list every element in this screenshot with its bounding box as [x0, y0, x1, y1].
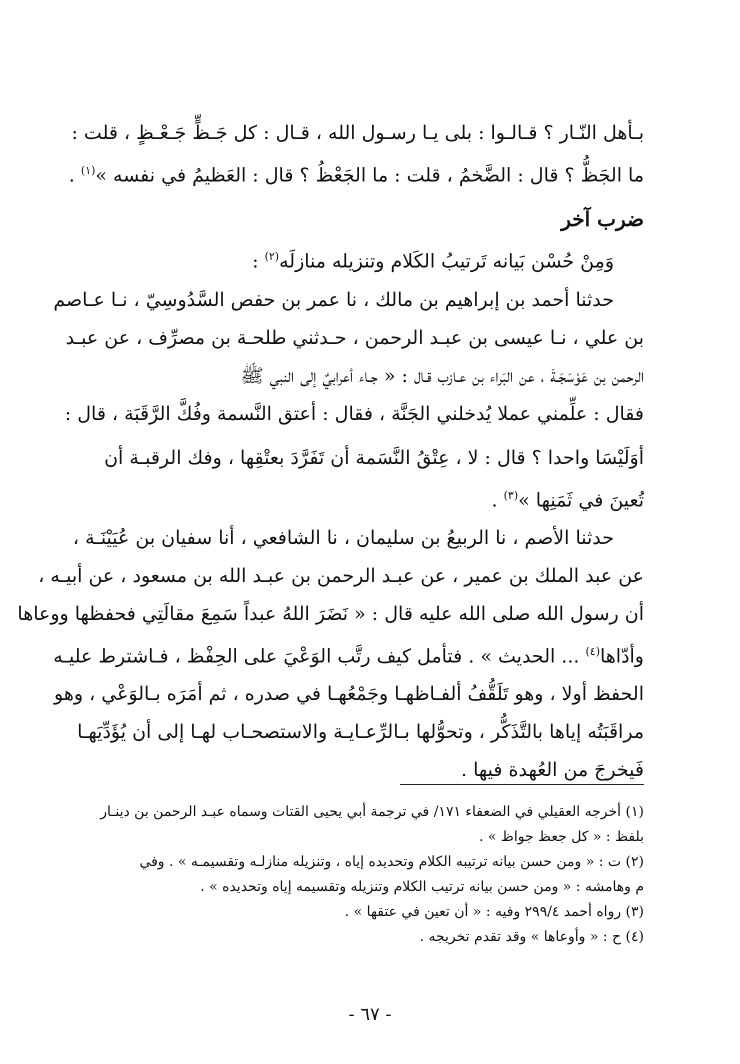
line-text: أن رسول الله صلى الله عليه قال : « نَضَرَ اللهُ عبداً سَمِعَ مقالَتِي فحفظها ووعاها: [17, 602, 644, 625]
line-text: وَمِنْ حُسْن بَيانه تَرتيبُ الكَلام وتنزيله منازلَه: [279, 250, 614, 273]
text-line-16: [77, 713, 644, 751]
section-heading: ضرب آخر: [561, 207, 644, 232]
footnotes: [88, 800, 644, 950]
footnote-line: (٢) ت : « ومن حسن بيانه ترتيبه الكلام وتحديده إياه ، وتنزيله منازلـه وتقسيمـه » . وفي: [139, 854, 644, 870]
footnote-marker: (٣): [503, 488, 519, 502]
text-line-1: [71, 114, 644, 152]
line-text: مراقَبَتُه إياها بالتَّذَكُّر ، وتحوُّلها بـالرِّعـايـة والاستصحـاب لهـا إلى أن يُؤَدِّيَهـا: [77, 721, 644, 744]
text-line-9: [88, 439, 644, 477]
text-line-8: [64, 395, 644, 433]
footnote-marker: (٤): [585, 644, 600, 658]
line-text: حدثنا أحمد بن إبراهيم بن مالك ، نا عمر بن حفص السَّدُوسِيّ ، نـا عـاصم: [53, 288, 614, 311]
footnote-marker: (١): [80, 164, 96, 177]
text-line-13: [17, 595, 644, 633]
text-line-15: [54, 675, 644, 713]
line-text: الحفظ أولا ، وهو تَلَقُّفُ ألفـاظهـا وجَمْعُهـا في صدره ، ثم أمَرَه بـالوَعْي ، وهو: [54, 683, 644, 706]
line-text: بـأهل النّـار ؟ قـالـوا : بلى يـا رسـول الله ، قـال : كل جَـظٍّ جَـعْـظٍ ، قلت :: [71, 122, 644, 144]
line-text: عن عبد الملك بن عمير ، عن عبـد الرحمن بن عبـد الله بن مسعود ، عن أبيـه ،: [38, 564, 644, 587]
line-text: ما الجَظُّ ؟ قال : الضَّخمُ ، قلت : ما الجَعْظُ ؟ قال : العَظيمُ في نفسه »: [95, 164, 644, 187]
line-text: حدثنا الأصم ، نا الربيعُ بن سليمان ، نا الشافعي ، أنا سفيان بن عُيَيْنَـة ،: [72, 526, 614, 549]
text-line-14: [53, 633, 644, 675]
footnote-line: م وهامشه : « ومن حسن بيانه ترتيب الكلام وتنزيله وتقسيمه إياه وتحديده » .: [200, 879, 644, 895]
footnote-line: (١) أخرجه العقيلي في الضعفاء ١٧١/ في ترجمة أبي يحيى القتات وسماه عبـد الرحمن بن دينـار: [100, 804, 644, 820]
line-text: أوَلَيْسَا واحدا ؟ قال : لا ، عِتْقُ النَّسَمة أن تَفَرَّدَ بعتْقِها ، وفك الرقبـة أن: [104, 446, 644, 469]
line-text: بن علي ، نـا عيسى بن عبـد الرحمن ، حـدثني طلحـة بن مصرِّف ، عن عبـد: [65, 326, 644, 349]
page-number: - ٦٧ -: [348, 1004, 392, 1025]
text-line-12: [38, 557, 644, 595]
text-line-7: [88, 357, 644, 395]
text-line-6: [65, 319, 644, 357]
line-text: ... الحديث » . فتأمل كيف رتَّب الوَعْيَ على الحِفْظ ، فـاشترط عليـه: [53, 645, 580, 668]
punctuation: :: [252, 250, 259, 273]
line-text: الرحمن بن عَوْسَجَـةَ ، عن البَراء بن عـازب قـال : « جـاء أعرابيٌ إلى النبي ﷺ: [240, 364, 644, 387]
footnote-divider: [400, 784, 644, 785]
text-line-5: [53, 281, 644, 319]
line-text: وأدّاها: [599, 645, 644, 668]
main-text: [17, 114, 644, 789]
punctuation: .: [491, 488, 498, 511]
text-line-2: [68, 152, 644, 194]
footnote-line: بلفظ : « كل جعظ جواظ » .: [478, 829, 644, 845]
footnote-marker: (٢): [264, 250, 280, 264]
text-line-11: [72, 519, 644, 557]
text-line-4: [88, 238, 644, 280]
line-text: فَيخرجَ من العُهدة فيها .: [461, 759, 644, 782]
line-text: فقال : علِّمني عملا يُدخلني الجَنَّة ، فقال : أعتق النَّسمة وفُكَّ الرَّقَبَة ، قال :: [64, 402, 644, 425]
punctuation: .: [68, 164, 75, 187]
line-text: تُعينَ في ثَمَنِها »: [518, 488, 644, 511]
text-line-10: [88, 477, 644, 519]
footnote-line: (٣) رواه أحمد ٢٩٩/٤ وفيه : « أن تعين في عتقها » .: [344, 904, 644, 920]
footnote-line: (٤) ح : « وأوعاها » وقد تقدم تخريجه .: [419, 929, 644, 945]
